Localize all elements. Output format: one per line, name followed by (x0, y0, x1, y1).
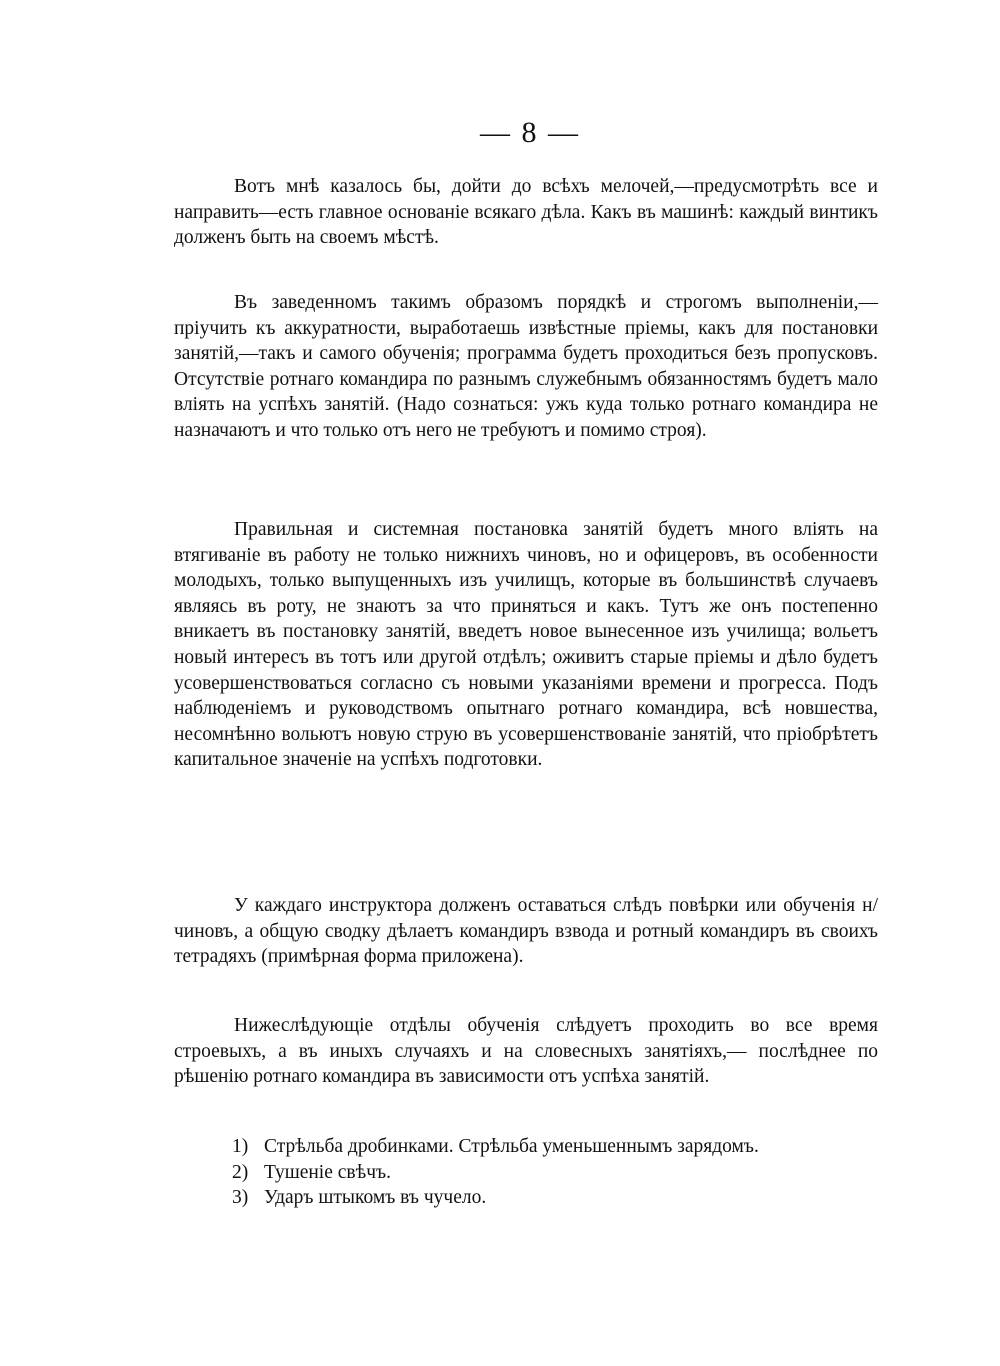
list-item (232, 1160, 878, 1186)
paragraph-text: У каждаго инструктора долженъ оставаться слѣдъ повѣрки или обученія н/чиновъ, а общую сводку дѣлаетъ командиръ взвода и ротный командиръ въ своихъ тетрадяхъ (примѣрная форма приложена). (174, 895, 878, 968)
paragraph-3 (174, 517, 878, 773)
list-item (232, 1185, 878, 1211)
paragraph-2 (174, 290, 878, 444)
list-item-number: 1) (232, 1136, 249, 1157)
paragraph-5 (174, 1013, 878, 1090)
page-number: — 8 — (480, 116, 580, 149)
list-item-text: Тушеніе свѣчъ. (264, 1161, 391, 1183)
list-item-number: 2) (232, 1161, 249, 1183)
training-list (232, 1134, 878, 1211)
list-item-text: Ударъ штыкомъ въ чучело. (264, 1187, 487, 1209)
list-item-text: Стрѣльба дробинками. Стрѣльба уменьшеннымъ зарядомъ. (264, 1136, 759, 1157)
list-item-number: 3) (232, 1187, 249, 1209)
paragraph-text: Правильная и системная постановка занятій будетъ много вліять на втягиваніе въ работу не только нижнихъ чиновъ, но и офицеровъ, въ особенности молодыхъ, только выпущенныхъ изъ училищъ, которые въ большинствѣ случаевъ являясь въ роту, не знаютъ за что приняться и какъ. Тутъ же онъ постепенно вникаетъ въ постановку занятій, введетъ новое вынесенное изъ училища; вольетъ новый интересъ въ тотъ или другой отдѣлъ; оживитъ старые пріемы и дѣло будетъ усовершенствоваться согласно съ новыми указаніями времени и прогресса. Подъ наблюденіемъ и руководствомъ опытнаго ротнаго командира, всѣ новшества, несомнѣнно вольютъ новую струю въ усовершенствованіе занятій, что пріобрѣтетъ капитальное значеніе на успѣхъ подготовки. (174, 519, 878, 771)
list-item (232, 1134, 878, 1160)
paragraph-text: Въ заведенномъ такимъ образомъ порядкѣ и строгомъ выполненіи,—пріучить къ аккуратности, выработаешь извѣстные пріемы, какъ для постановки занятій,—такъ и самого обученія; программа будетъ проходиться безъ пропусковъ. Отсутствіе ротнаго командира по разнымъ служебнымъ обязанностямъ будетъ мало вліять на успѣхъ занятій. (Надо сознаться: ужъ куда только ротнаго командира не назначаютъ и что только отъ него не требуютъ и помимо строя). (174, 292, 878, 441)
paragraph-text: Вотъ мнѣ казалось бы, дойти до всѣхъ мелочей,—предусмотрѣть все и направить—есть главное основаніе всякаго дѣла. Какъ въ машинѣ: каждый винтикъ долженъ быть на своемъ мѣстѣ. (174, 176, 878, 249)
paragraph-1 (174, 174, 878, 251)
paragraph-text: Нижеслѣдующіе отдѣлы обученія слѣдуетъ проходить во все время строевыхъ, а въ иныхъ случаяхъ и на словесныхъ занятіяхъ,— послѣднее по рѣшенію ротнаго командира въ зависимости отъ успѣха занятій. (174, 1015, 878, 1088)
paragraph-4 (174, 893, 878, 970)
